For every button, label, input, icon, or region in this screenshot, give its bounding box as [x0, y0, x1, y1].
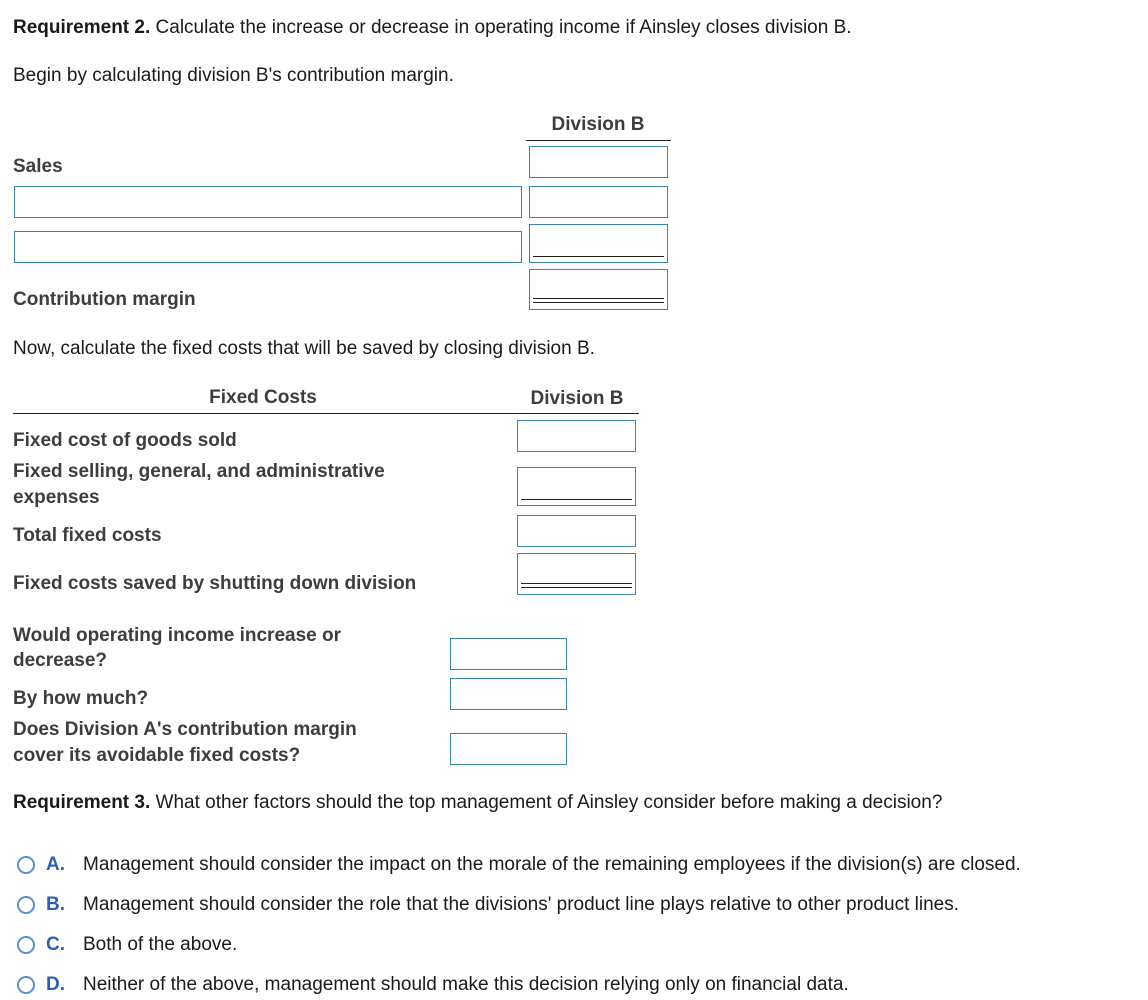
fixed-costs-header-rule	[13, 413, 639, 414]
variable-cost-2-label-select[interactable]	[14, 231, 522, 263]
requirement-2-heading: Requirement 2.	[13, 17, 151, 38]
cover-costs-question-line-1: Does Division A's contribution margin	[13, 719, 357, 740]
fixed-costs-header: Fixed Costs	[209, 387, 317, 408]
fixed-costs-saved-label: Fixed costs saved by shutting down division	[13, 573, 417, 594]
contribution-margin-label: Contribution margin	[13, 289, 196, 310]
option-a-letter: A.	[46, 854, 65, 875]
fixed-cogs-input[interactable]	[517, 420, 636, 452]
fixed-costs-saved-input[interactable]	[517, 553, 636, 595]
cm-intro: Begin by calculating division B's contribution margin.	[13, 65, 454, 86]
contribution-margin-input[interactable]	[529, 269, 668, 310]
cover-costs-question-line-2: cover its avoidable fixed costs?	[13, 745, 301, 766]
increase-decrease-question	[13, 623, 341, 673]
requirement-3-line	[13, 792, 942, 814]
increase-decrease-question-line-1: Would operating income increase or	[13, 625, 341, 646]
option-b-text[interactable]: Management should consider the role that the divisions' product line plays relative to other product lines.	[83, 894, 960, 915]
option-c-letter: C.	[46, 934, 65, 955]
how-much-input[interactable]	[450, 678, 567, 710]
fixed-sga-label	[13, 459, 385, 511]
fixed-sga-label-line-1: Fixed selling, general, and administrative	[13, 461, 385, 482]
sales-input[interactable]	[529, 146, 668, 178]
increase-decrease-select[interactable]	[450, 638, 567, 670]
requirement-3-heading: Requirement 3.	[13, 792, 151, 813]
fixed-division-b-header: Division B	[530, 388, 624, 409]
fixed-cogs-label: Fixed cost of goods sold	[13, 430, 237, 451]
option-d-text[interactable]: Neither of the above, management should make this decision relying only on financial data.	[83, 974, 849, 995]
total-fixed-costs-label: Total fixed costs	[13, 525, 162, 546]
division-b-header: Division B	[551, 114, 645, 135]
fixed-costs-intro: Now, calculate the fixed costs that will be saved by closing division B.	[13, 338, 595, 359]
cover-costs-select[interactable]	[450, 733, 567, 765]
variable-cost-1-label-select[interactable]	[14, 186, 522, 218]
fixed-sga-label-line-2: expenses	[13, 487, 100, 508]
option-a-radio[interactable]	[17, 856, 35, 874]
cover-costs-question	[13, 717, 357, 769]
option-c-radio[interactable]	[17, 936, 35, 954]
sales-label: Sales	[13, 156, 63, 177]
variable-cost-2-input[interactable]	[529, 224, 668, 263]
total-fixed-costs-input[interactable]	[517, 515, 636, 547]
increase-decrease-question-line-2: decrease?	[13, 650, 108, 671]
variable-cost-1-input[interactable]	[529, 186, 668, 218]
option-c-text[interactable]: Both of the above.	[83, 934, 238, 955]
option-b-radio[interactable]	[17, 896, 35, 914]
fixed-sga-input[interactable]	[517, 467, 636, 506]
requirement-2-line	[13, 17, 852, 39]
option-d-radio[interactable]	[17, 976, 35, 994]
requirement-3-text: What other factors should the top management of Ainsley consider before making a decision?	[155, 792, 943, 813]
option-a-text[interactable]: Management should consider the impact on the morale of the remaining employees if the division(s) are closed.	[83, 854, 1021, 875]
option-d-letter: D.	[46, 974, 65, 995]
requirement-2-text: Calculate the increase or decrease in operating income if Ainsley closes division B.	[155, 17, 852, 38]
how-much-question: By how much?	[13, 688, 149, 709]
division-b-header-rule	[526, 140, 671, 141]
option-b-letter: B.	[46, 894, 65, 915]
